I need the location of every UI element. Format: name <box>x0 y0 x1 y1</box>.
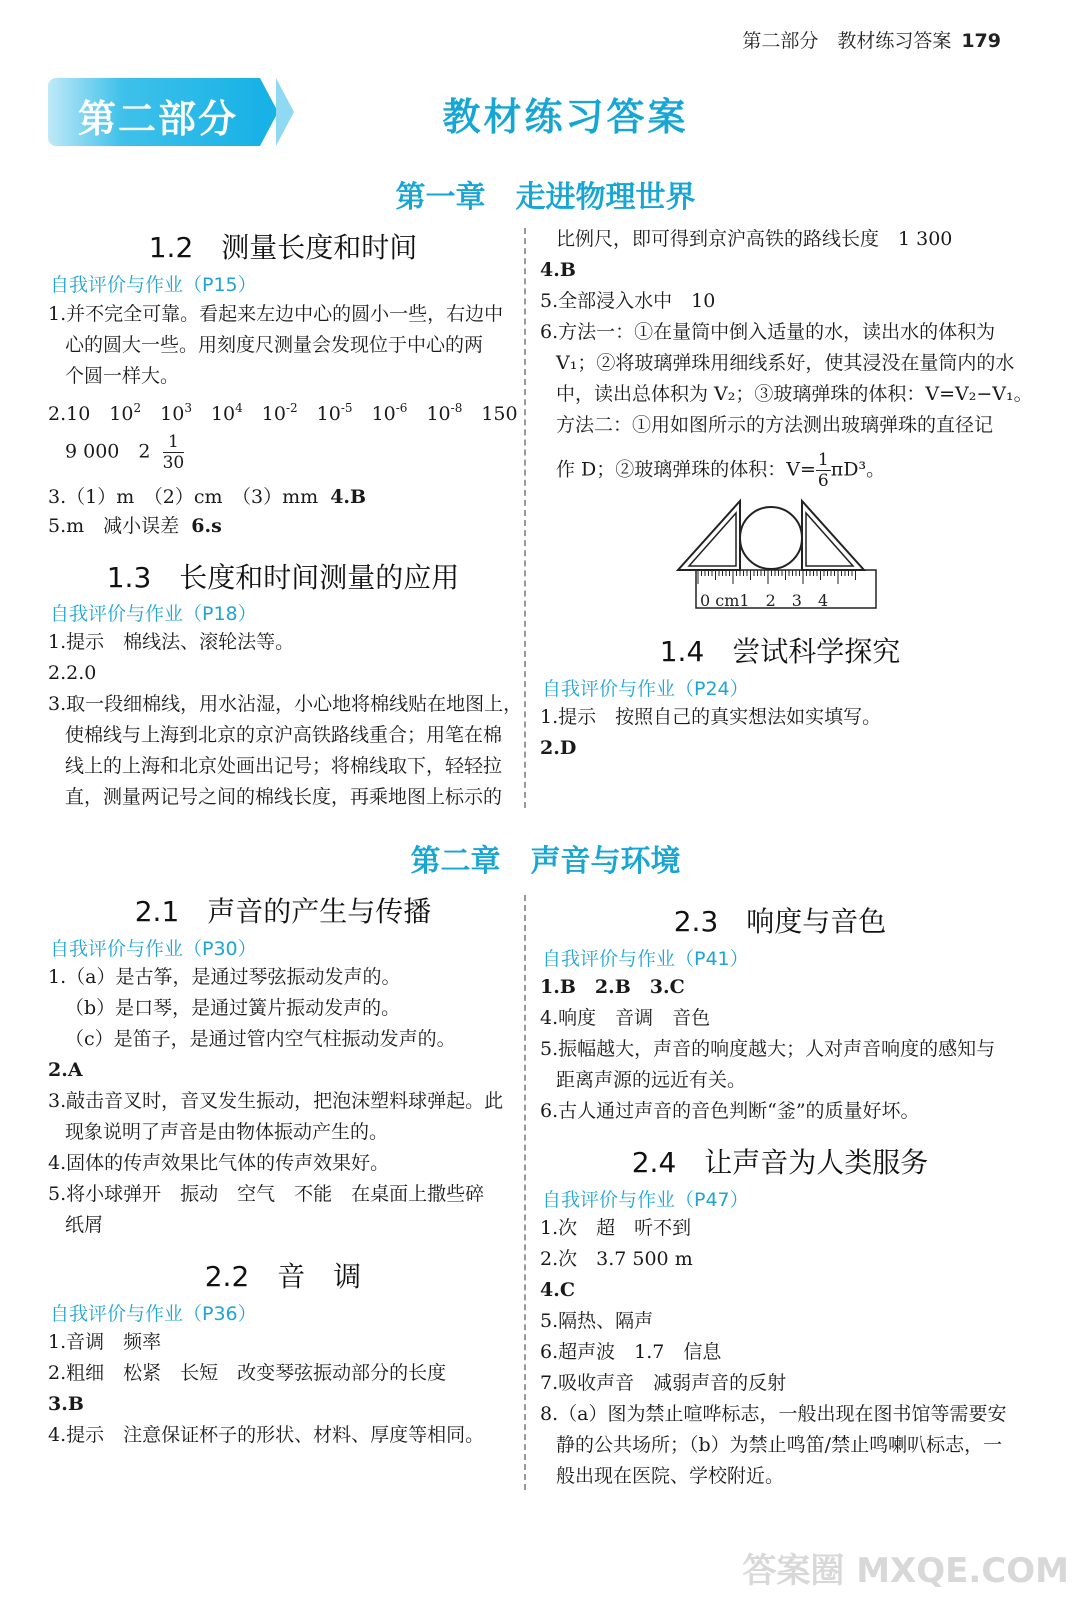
section-title: 2.3 响度与音色 <box>673 905 887 938</box>
text-line: 1.并不完全可靠。看起来左边中心的圆小一些，右边中 <box>48 303 504 325</box>
section-subtitle: 自我评价与作业（P47） <box>542 1189 749 1211</box>
text-line: 比例尺，即可得到京沪高铁的路线长度 1 300 <box>556 228 953 250</box>
text-line: 现象说明了声音是由物体振动产生的。 <box>65 1121 389 1143</box>
page-title: 教材练习答案 <box>442 95 689 139</box>
text-line: 6.超声波 1.7 信息 <box>540 1341 722 1363</box>
text-line: 1.B 2.B 3.C <box>540 976 685 998</box>
section-title: 1.4 尝试科学探究 <box>659 635 901 668</box>
text-line: 4.响度 音调 音色 <box>540 1007 711 1029</box>
text-line: 5.m 减小误差 6.s <box>48 515 222 537</box>
text-line: 般出现在医院、学校附近。 <box>556 1465 785 1487</box>
text-line: 线上的上海和北京处画出记号；将棉线取下，轻轻拉 <box>65 755 503 777</box>
text-line: 个圆一样大。 <box>65 365 180 387</box>
text-line: 1.（a）是古筝，是通过琴弦振动发声的。 <box>48 966 401 988</box>
section-subtitle: 自我评价与作业（P41） <box>542 948 749 970</box>
text-line: 1.提示 棉线法、滚轮法等。 <box>48 631 295 653</box>
text-line: 心的圆大一些。用刻度尺测量会发现位于中心的两 <box>65 334 484 356</box>
text-line: 2.2.0 <box>48 662 97 684</box>
text-line: 2.D <box>540 737 577 759</box>
text-line: 4.提示 注意保证杯子的形状、材料、厚度等相同。 <box>48 1424 485 1446</box>
section-title: 1.3 长度和时间测量的应用 <box>106 561 460 594</box>
column-divider <box>524 895 526 1490</box>
text-line: 5.将小球弹开 振动 空气 不能 在桌面上撒些碎 <box>48 1183 485 1205</box>
section-title: 1.2 测量长度和时间 <box>148 231 418 264</box>
section-title: 2.2 音 调 <box>204 1260 362 1293</box>
text-line: 直，测量两记号之间的棉线长度，再乘地图上标示的 <box>65 786 503 808</box>
section-subtitle: 自我评价与作业（P30） <box>50 938 257 960</box>
section-subtitle: 自我评价与作业（P15） <box>50 274 257 296</box>
section-title: 2.1 声音的产生与传播 <box>134 895 432 928</box>
text-line: 1.次 超 听不到 <box>540 1217 692 1239</box>
page-header: 第二部分 教材练习答案 179 <box>742 30 1001 52</box>
text-line: （c）是笛子，是通过管内空气柱振动发声的。 <box>65 1028 456 1050</box>
text-line: 7.吸收声音 减弱声音的反射 <box>540 1372 787 1394</box>
text-line: 4.固体的传声效果比气体的传声效果好。 <box>48 1152 390 1174</box>
text-line: 3.（1）m （2）cm （3）mm 4.B <box>48 486 367 508</box>
text-line: 2.10 $10^2$ $10^3$ $10^4$ $10^{-2}$ $10^{-5}$ $10^{-6}$ $10^{-8}$ 150 <box>48 401 518 425</box>
text-line: 作 D；②玻璃弹珠的体积：V= $\frac{1}{6}$ πD³。 <box>556 450 886 491</box>
ruler-label: 0 cm1 2 3 4 <box>700 591 829 610</box>
watermark: 答案圈 MXQE.COM <box>742 1551 1069 1591</box>
section-title: 2.4 让声音为人类服务 <box>631 1146 929 1179</box>
text-line: 1.提示 按照自己的真实想法如实填写。 <box>540 706 882 728</box>
text-line: 方法二：①用如图所示的方法测出玻璃弹珠的直径记 <box>556 414 994 436</box>
section-subtitle: 自我评价与作业（P18） <box>50 603 257 625</box>
text-line: 5.隔热、隔声 <box>540 1310 654 1332</box>
chapter-title: 第一章 走进物理世界 <box>395 180 696 215</box>
text-line: 使棉线与上海到北京的京沪高铁路线重合；用笔在棉 <box>65 724 503 746</box>
chapter-title: 第二章 声音与环境 <box>410 844 681 879</box>
fraction: $\frac{1}{6}$ <box>817 450 829 491</box>
text-line: 4.B <box>540 259 576 281</box>
page-number: 179 <box>961 30 1001 52</box>
text-line: 纸屑 <box>65 1214 104 1236</box>
text-line: 5.全部浸入水中 10 <box>540 290 716 312</box>
text-line: 2.A <box>48 1059 83 1081</box>
section-subtitle: 自我评价与作业（P36） <box>50 1303 257 1325</box>
text-line: （b）是口琴，是通过簧片振动发声的。 <box>65 997 401 1019</box>
text-line: 9 000 2 $\frac{1}{30}$ <box>65 432 185 473</box>
part-banner: 第二部分 <box>48 78 260 146</box>
text-line: 3.取一段细棉线，用水沾湿，小心地将棉线贴在地图上， <box>48 693 523 715</box>
text-line: 1.音调 频率 <box>48 1331 162 1353</box>
text-line: 5.振幅越大，声音的响度越大；人对声音响度的感知与 <box>540 1038 996 1060</box>
section-subtitle: 自我评价与作业（P24） <box>542 678 749 700</box>
text-line: 3.B <box>48 1393 84 1415</box>
text-line: 2.次 3.7 500 m <box>540 1248 693 1270</box>
fraction: $\frac{1}{30}$ <box>162 432 185 473</box>
text-line: 8.（a）图为禁止喧哗标志，一般出现在图书馆等需要安 <box>540 1403 1007 1425</box>
text-line: 4.C <box>540 1279 575 1301</box>
column-divider <box>524 228 526 808</box>
text-line: V₁；②将玻璃弹珠用细线系好，使其浸没在量筒内的水 <box>556 352 1015 374</box>
text-line: 中，读出总体积为 V₂；③玻璃弹珠的体积：V=V₂−V₁。 <box>556 383 1033 405</box>
measurement-diagram <box>670 495 885 615</box>
text-line: 6.方法一：①在量筒中倒入适量的水，读出水的体积为 <box>540 321 996 343</box>
text-line: 距离声源的远近有关。 <box>556 1069 747 1091</box>
text-line: 静的公共场所；（b）为禁止鸣笛/禁止鸣喇叭标志，一 <box>556 1434 1003 1456</box>
text-line: 2.粗细 松紧 长短 改变琴弦振动部分的长度 <box>48 1362 447 1384</box>
text-line: 6.古人通过声音的音色判断“釜”的质量好坏。 <box>540 1100 920 1122</box>
text-line: 3.敲击音叉时，音叉发生振动，把泡沫塑料球弹起。此 <box>48 1090 504 1112</box>
